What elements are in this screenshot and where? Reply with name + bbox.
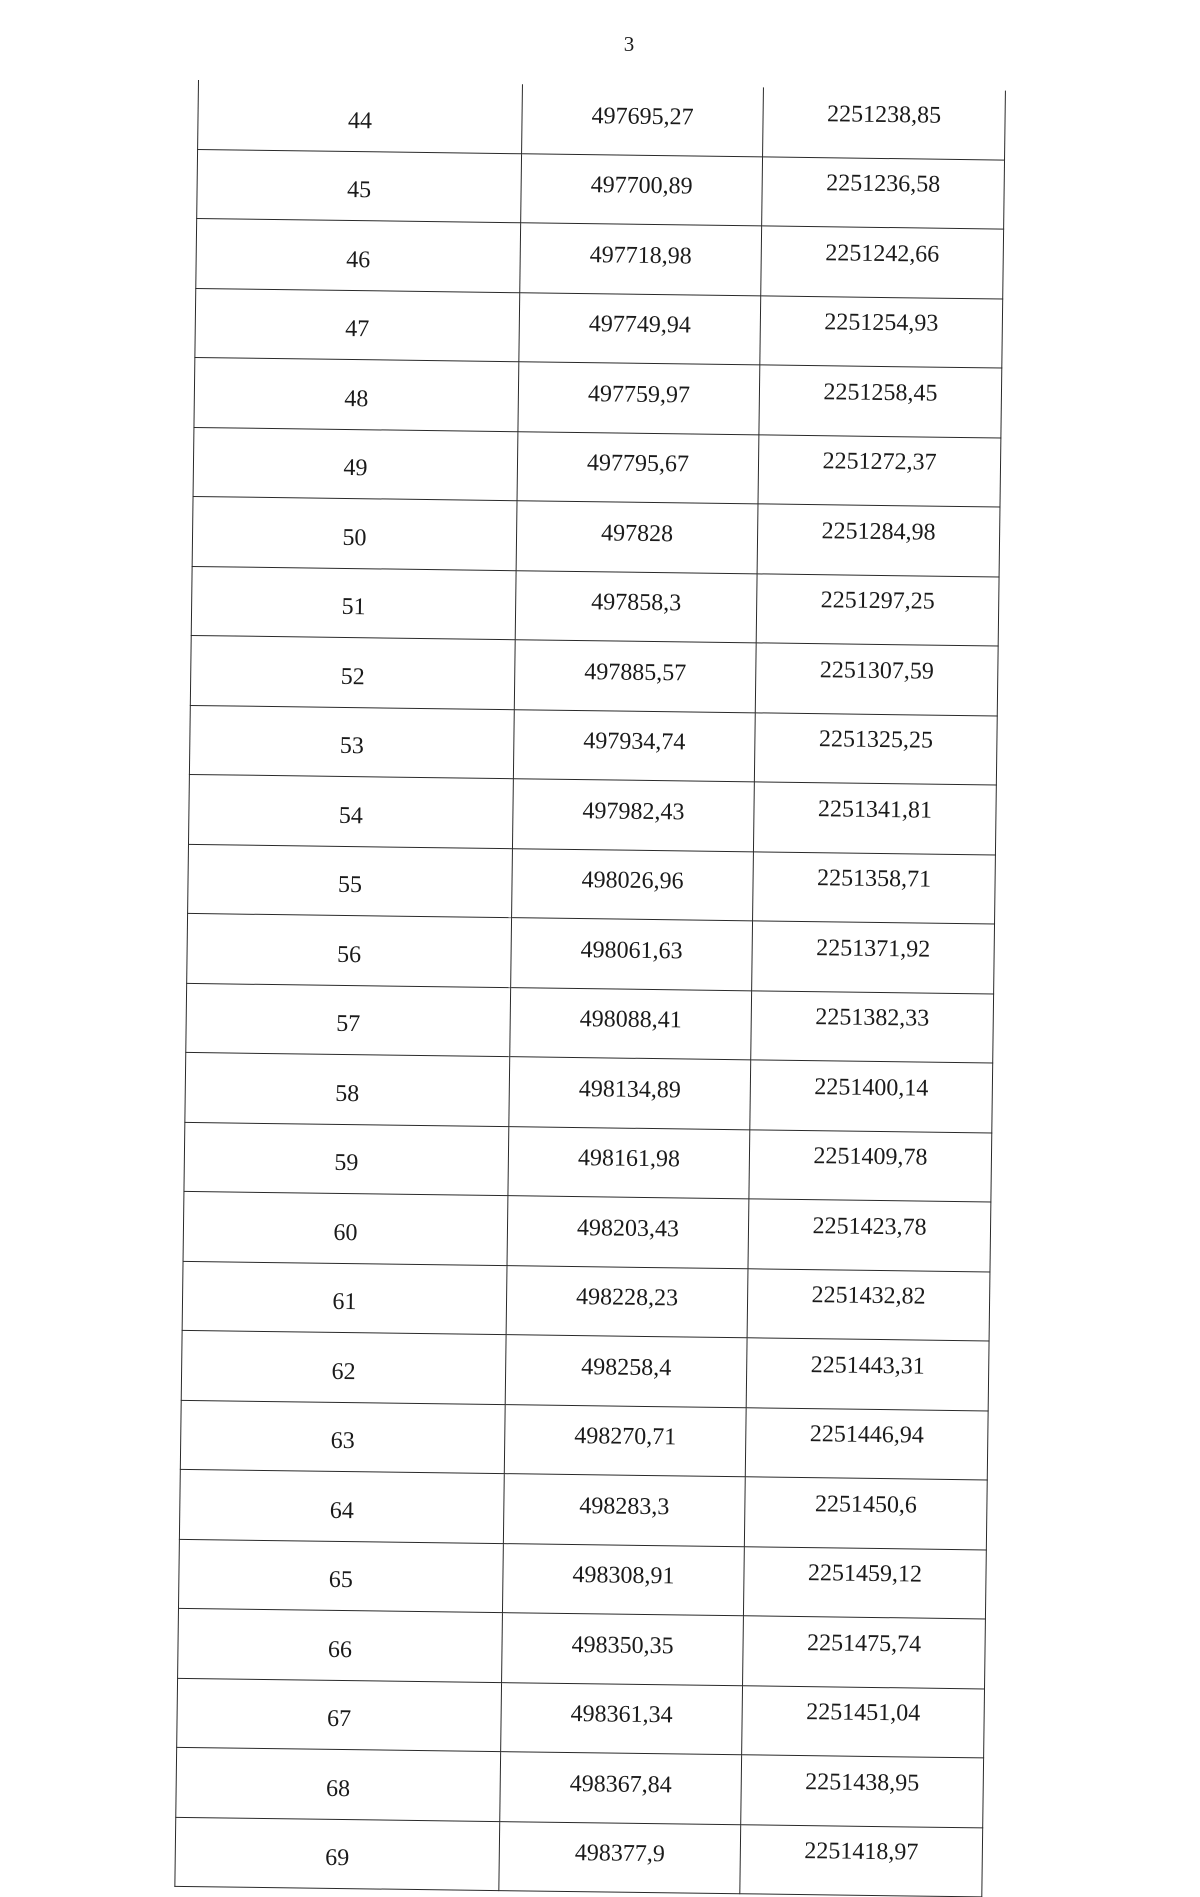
table-row [177,1678,985,1758]
x-coordinate-cell: 497885,57 [514,640,756,713]
table-row [178,1539,986,1619]
y-coordinate-cell: 2251450,6 [744,1477,987,1550]
point-number-cell: 63 [180,1400,505,1474]
x-coordinate-cell: 497759,97 [518,362,760,435]
x-coordinate-cell: 498377,9 [499,1821,741,1894]
x-coordinate-cell: 498161,98 [508,1126,750,1199]
table-row [195,288,1003,368]
y-coordinate-cell: 2251475,74 [743,1616,986,1689]
x-coordinate-cell: 498308,91 [502,1543,744,1616]
point-number-cell: 46 [196,218,521,292]
table-row [184,1122,992,1202]
table-row [196,218,1004,298]
x-coordinate-cell: 497934,74 [513,709,755,782]
table-row [189,705,997,785]
y-coordinate-cell: 2251284,98 [757,504,1000,577]
table-row [191,566,999,646]
y-coordinate-cell: 2251371,92 [752,921,995,994]
x-coordinate-cell: 498026,96 [512,848,754,921]
coordinates-table-body [175,80,1006,1897]
y-coordinate-cell: 2251325,25 [754,712,997,785]
table-row [198,80,1006,160]
y-coordinate-cell: 2251238,85 [763,87,1006,159]
table-row [182,1261,990,1341]
point-number-cell: 52 [190,635,515,709]
point-number-cell: 62 [181,1330,506,1404]
point-number-cell: 47 [195,288,520,362]
y-coordinate-cell: 2251254,93 [760,295,1003,368]
y-coordinate-cell: 2251272,37 [758,434,1001,507]
y-coordinate-cell: 2251423,78 [748,1199,991,1272]
table-row [194,357,1002,437]
point-number-cell: 48 [194,357,519,431]
point-number-cell: 68 [176,1747,501,1821]
table-row [185,1052,993,1132]
table-row [181,1330,989,1410]
table-row [179,1469,987,1549]
x-coordinate-cell: 497749,94 [519,292,761,365]
table-row [192,496,1000,576]
x-coordinate-cell: 498350,35 [502,1613,744,1686]
table-row [187,913,995,993]
point-number-cell: 50 [192,496,517,570]
y-coordinate-cell: 2251459,12 [743,1546,986,1619]
table-row [178,1608,986,1688]
table-row [180,1400,988,1480]
y-coordinate-cell: 2251307,59 [755,643,998,716]
y-coordinate-cell: 2251432,82 [747,1268,990,1341]
point-number-cell: 55 [188,844,513,918]
y-coordinate-cell: 2251451,04 [742,1685,985,1758]
table-row [186,983,994,1063]
coordinates-table [174,80,1006,1897]
x-coordinate-cell: 498061,63 [511,918,753,991]
x-coordinate-cell: 498361,34 [501,1682,743,1755]
y-coordinate-cell: 2251258,45 [759,365,1002,438]
point-number-cell: 66 [178,1608,503,1682]
x-coordinate-cell: 498367,84 [500,1752,742,1825]
table-row [188,774,996,854]
y-coordinate-cell: 2251446,94 [745,1407,988,1480]
table-row [188,844,996,924]
x-coordinate-cell: 498258,4 [505,1335,747,1408]
point-number-cell: 51 [191,566,516,640]
point-number-cell: 69 [175,1817,500,1891]
coordinates-table-container [174,80,1004,1897]
x-coordinate-cell: 497858,3 [515,570,757,643]
table-row [175,1817,983,1897]
y-coordinate-cell: 2251297,25 [756,573,999,646]
point-number-cell: 45 [197,149,522,223]
point-number-cell: 60 [183,1191,508,1265]
point-number-cell: 65 [178,1539,503,1613]
y-coordinate-cell: 2251242,66 [761,226,1004,299]
page-number: 3 [623,32,635,56]
y-coordinate-cell: 2251418,97 [740,1824,983,1897]
table-row [197,149,1005,229]
table-row [176,1747,984,1827]
table-row [190,635,998,715]
x-coordinate-cell: 497695,27 [522,84,764,156]
y-coordinate-cell: 2251409,78 [749,1129,992,1202]
x-coordinate-cell: 498228,23 [506,1265,748,1338]
point-number-cell: 67 [177,1678,502,1752]
table-row [183,1191,991,1271]
x-coordinate-cell: 498283,3 [503,1474,745,1547]
point-number-cell: 57 [186,983,511,1057]
point-number-cell: 61 [182,1261,507,1335]
point-number-cell: 54 [188,774,513,848]
x-coordinate-cell: 498088,41 [510,987,752,1060]
point-number-cell: 59 [184,1122,509,1196]
y-coordinate-cell: 2251400,14 [750,1060,993,1133]
point-number-cell: 58 [185,1052,510,1126]
y-coordinate-cell: 2251438,95 [741,1755,984,1828]
x-coordinate-cell: 497795,67 [517,431,759,504]
y-coordinate-cell: 2251341,81 [753,782,996,855]
point-number-cell: 56 [187,913,512,987]
x-coordinate-cell: 497700,89 [521,153,763,226]
y-coordinate-cell: 2251443,31 [746,1338,989,1411]
point-number-cell: 64 [179,1469,504,1543]
y-coordinate-cell: 2251382,33 [751,990,994,1063]
x-coordinate-cell: 498134,89 [509,1057,751,1130]
x-coordinate-cell: 498270,71 [504,1404,746,1477]
point-number-cell: 44 [198,80,523,153]
y-coordinate-cell: 2251236,58 [762,156,1005,229]
y-coordinate-cell: 2251358,71 [753,851,996,924]
x-coordinate-cell: 498203,43 [507,1196,749,1269]
x-coordinate-cell: 497828 [516,501,758,574]
table-row [193,427,1001,507]
x-coordinate-cell: 497718,98 [520,223,762,296]
x-coordinate-cell: 497982,43 [512,779,754,852]
point-number-cell: 49 [193,427,518,501]
point-number-cell: 53 [189,705,514,779]
